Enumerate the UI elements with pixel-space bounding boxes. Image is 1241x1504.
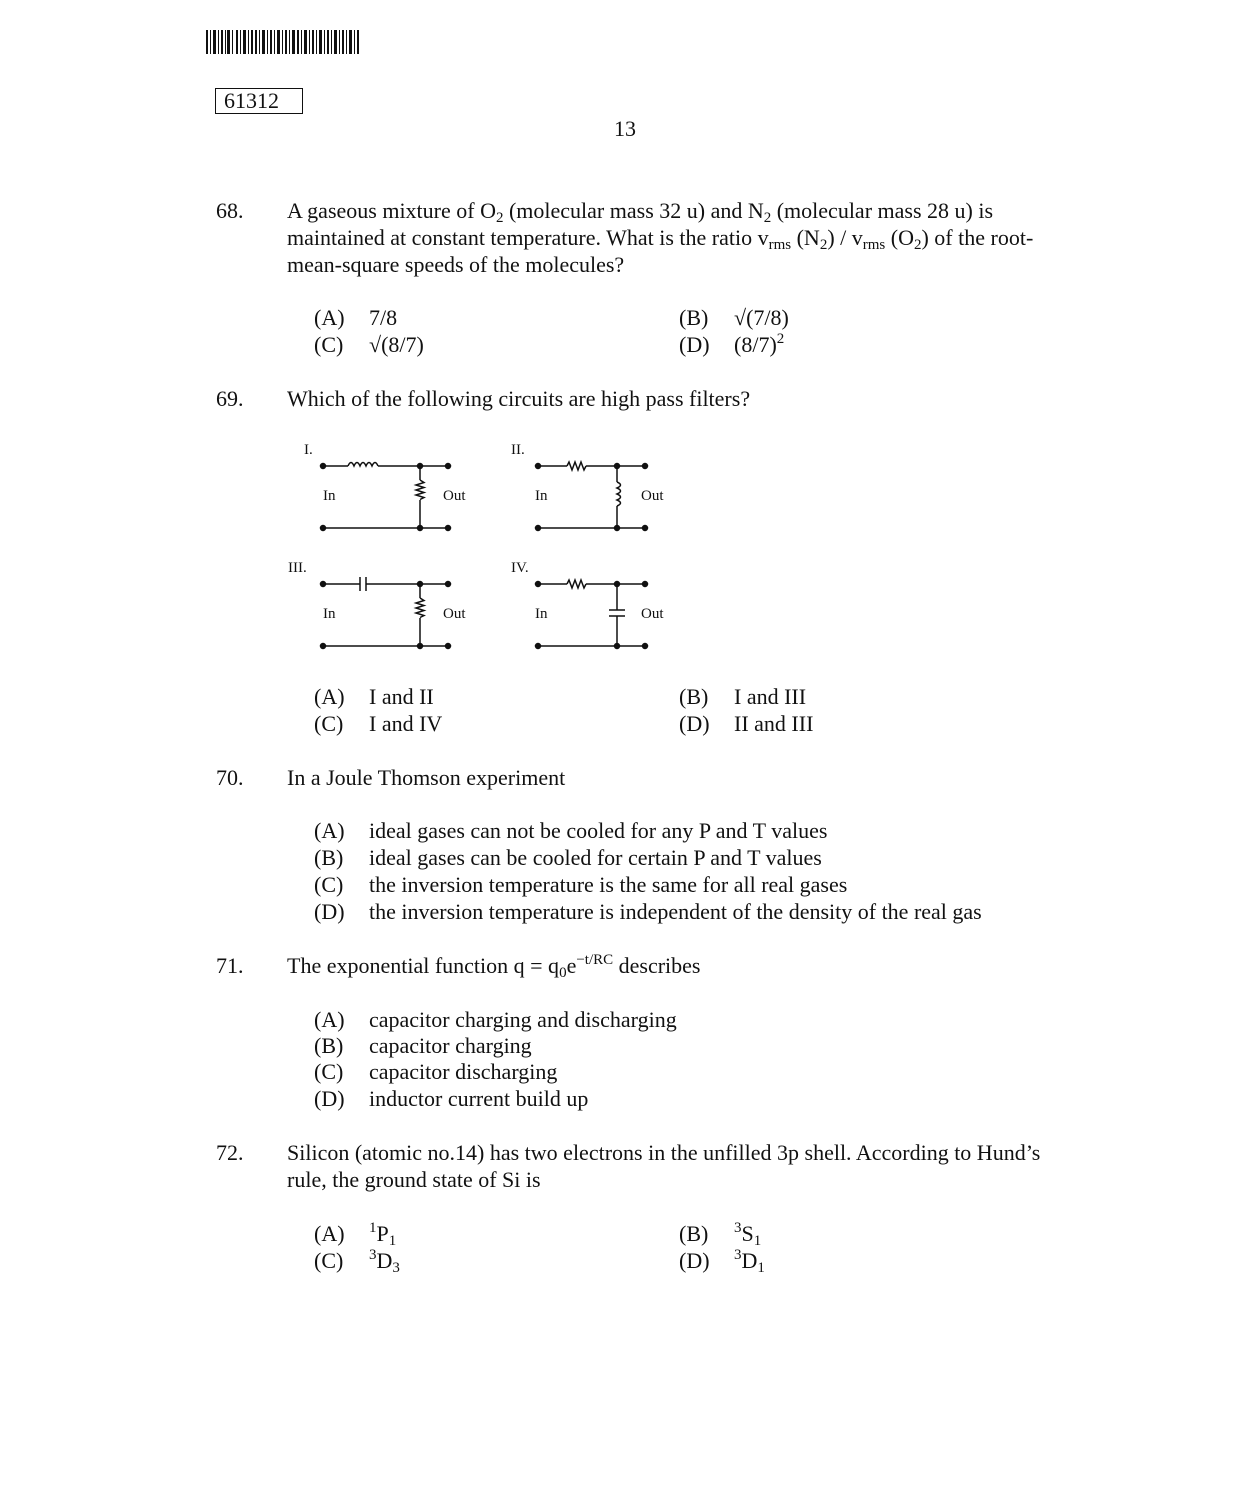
resistor-symbol: [416, 480, 424, 500]
option-a[interactable]: (A) ideal gases can not be cooled for any P and T values: [314, 818, 828, 843]
question-number: 70.: [216, 765, 244, 790]
inductor-symbol: [348, 463, 378, 467]
option-b[interactable]: (B) √(7/8): [679, 305, 789, 330]
out-label: Out: [641, 606, 664, 622]
option-c[interactable]: (C) I and IV: [314, 711, 443, 736]
circuit-iii: [288, 560, 466, 649]
question-number: 71.: [216, 953, 244, 978]
out-label: Out: [641, 488, 664, 504]
circuit-iv: [511, 560, 664, 649]
option-d[interactable]: (D) inductor current build up: [314, 1086, 589, 1111]
circuit-roman: IV.: [511, 560, 529, 576]
option-d[interactable]: (D) $^3D_1$: [679, 1247, 765, 1276]
option-c[interactable]: (C) capacitor discharging: [314, 1059, 558, 1084]
circuit-ii: [511, 442, 664, 531]
paper-code: 61312: [215, 88, 303, 114]
circuit-roman: II.: [511, 442, 525, 458]
option-d[interactable]: (D) $(8/7)^2$: [679, 331, 785, 357]
question-text: A gaseous mixture of $O_2$ (molecular mass 32 u) and $N_2$ (molecular mass 28 u) is maintained at constant temperature. What is the ratio $v_{rms}$ $(N_2) / v_{rms}$ $(O_2)$ of the root-mean-square speeds of the molecules?: [287, 198, 1034, 277]
option-d[interactable]: (D) the inversion temperature is independent of the density of the real gas: [314, 899, 982, 924]
option-b[interactable]: (B) ideal gases can be cooled for certain P and T values: [314, 845, 822, 870]
circuit-roman: I.: [304, 442, 313, 458]
resistor-symbol: [567, 462, 586, 470]
resistor-symbol: [567, 580, 586, 588]
option-a[interactable]: (A) capacitor charging and discharging: [314, 1007, 677, 1032]
inductor-symbol: [617, 482, 621, 506]
option-c[interactable]: (C) the inversion temperature is the same for all real gases: [314, 872, 848, 897]
question-text: Which of the following circuits are high pass filters?: [287, 386, 751, 411]
question-text: Silicon (atomic no.14) has two electrons in the unfilled 3p shell. According to Hund’s rule, the ground state of Si is: [287, 1140, 1041, 1192]
circuit-roman: III.: [288, 560, 307, 576]
question-number: 72.: [216, 1140, 244, 1165]
in-label: In: [323, 488, 336, 504]
page-number: 13: [614, 116, 636, 141]
in-label: In: [535, 488, 548, 504]
question-number: 68.: [216, 198, 244, 223]
capacitor-symbol: [360, 577, 366, 591]
in-label: In: [323, 606, 336, 622]
out-label: Out: [443, 606, 466, 622]
circuit-i: [304, 442, 466, 531]
option-c[interactable]: (C) $^3D_3$: [314, 1247, 400, 1276]
option-a[interactable]: (A) $^1P_1$: [314, 1220, 397, 1249]
option-a[interactable]: (A) I and II: [314, 684, 434, 709]
option-b[interactable]: (B) $^3S_1$: [679, 1220, 762, 1249]
capacitor-symbol: [609, 610, 625, 616]
option-d[interactable]: (D) II and III: [679, 711, 814, 736]
circuit-diagrams: [280, 432, 700, 662]
option-b[interactable]: (B) capacitor charging: [314, 1033, 532, 1058]
out-label: Out: [443, 488, 466, 504]
question-text: The exponential function $q = q_0e^{-t/RC}$ describes: [287, 952, 701, 981]
option-c[interactable]: (C) √(8/7): [314, 332, 424, 357]
in-label: In: [535, 606, 548, 622]
barcode: [206, 30, 360, 54]
question-text: In a Joule Thomson experiment: [287, 765, 566, 790]
option-a[interactable]: (A) 7/8: [314, 305, 398, 330]
resistor-symbol: [416, 598, 424, 618]
option-b[interactable]: (B) I and III: [679, 684, 807, 709]
question-number: 69.: [216, 386, 244, 411]
